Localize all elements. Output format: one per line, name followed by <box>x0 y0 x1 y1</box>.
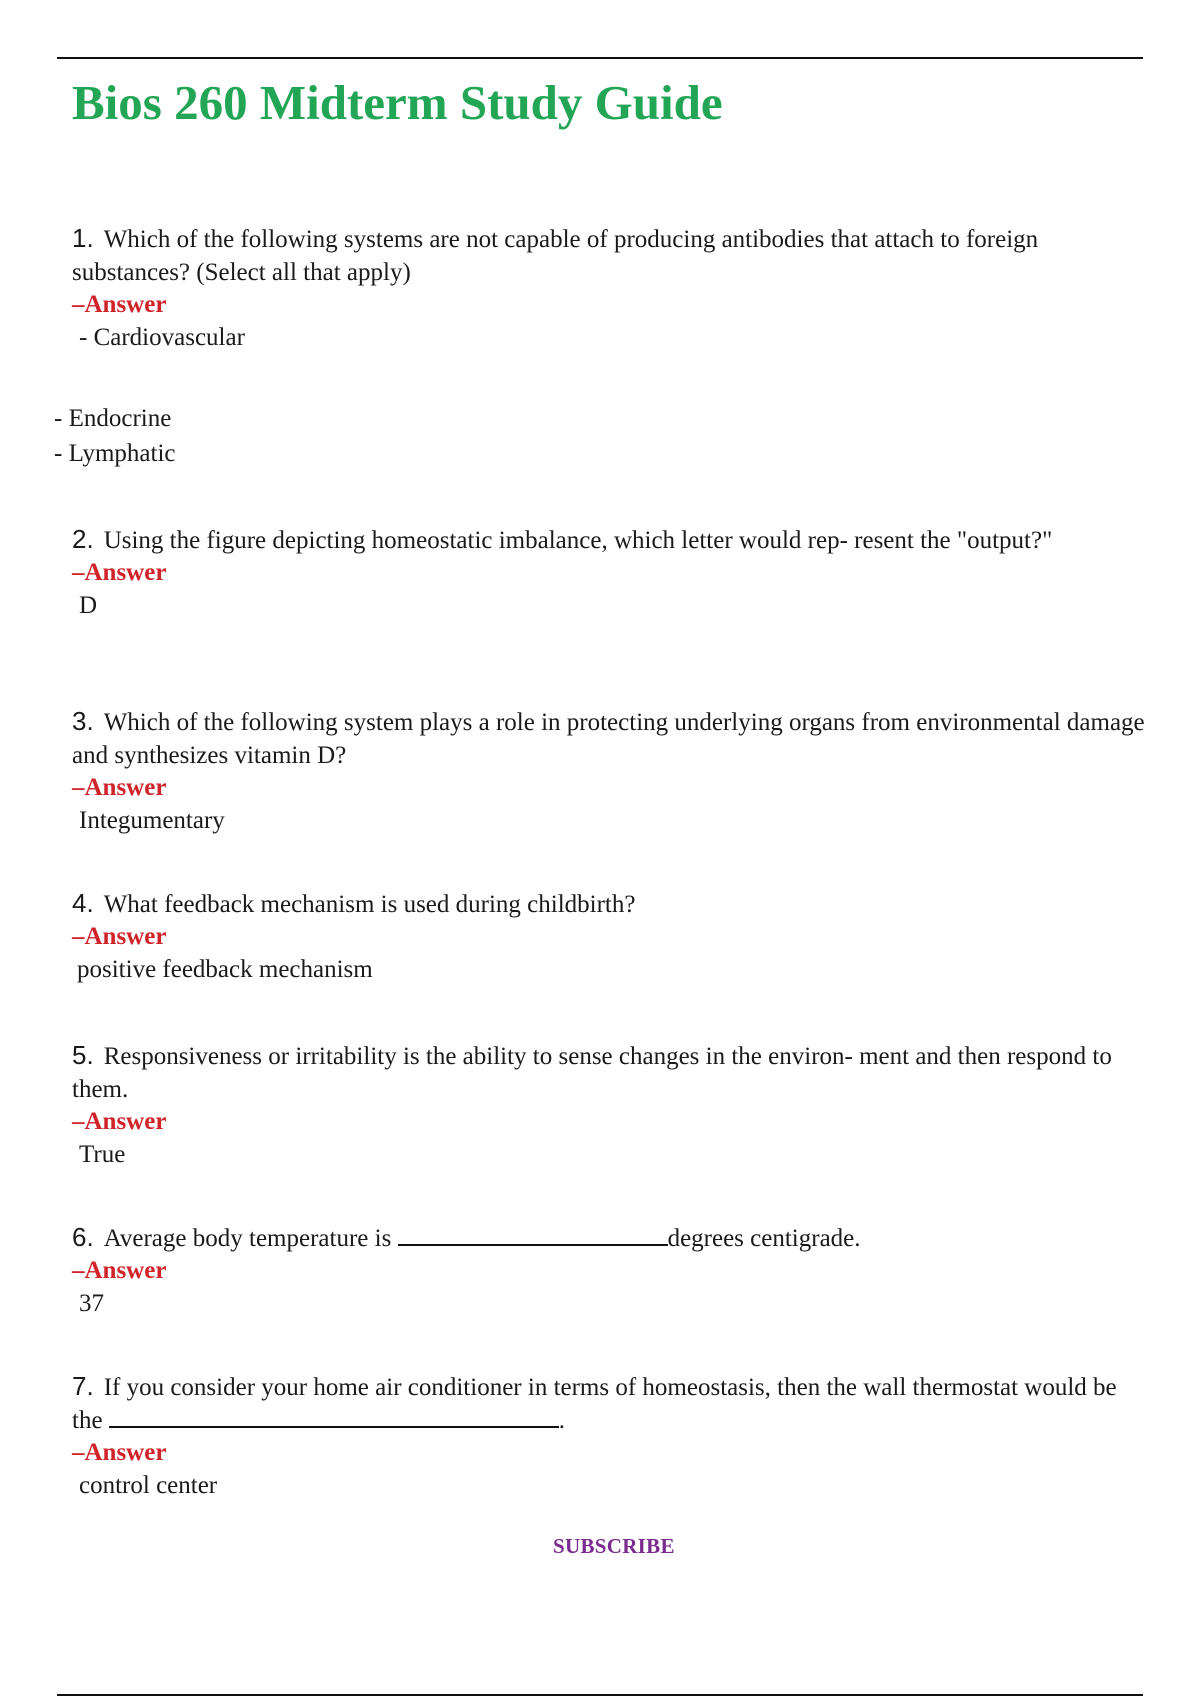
answer-label: –Answer <box>72 923 167 950</box>
question-2 <box>72 523 1147 622</box>
question-text: 5. Responsiveness or irritability is the ability to sense changes in the environ- ment and then respond to them. <box>72 1040 1112 1103</box>
answer-value: True <box>79 1141 126 1168</box>
question-text: 2. Using the figure depicting homeostatic imbalance, which letter would rep- resent the "output?" <box>72 524 1053 554</box>
subscribe-link[interactable]: SUBSCRIBE <box>553 1534 675 1558</box>
question-3 <box>72 705 1147 837</box>
answer-label: –Answer <box>72 1108 167 1135</box>
question-number: 2. <box>72 524 94 554</box>
answer-label: –Answer <box>72 559 167 586</box>
question-number: 7. <box>72 1371 94 1401</box>
bottom-rule <box>57 1694 1143 1696</box>
question-4 <box>72 887 1147 986</box>
question-number: 5. <box>72 1040 94 1070</box>
question-7 <box>72 1370 1147 1502</box>
top-rule <box>57 57 1143 59</box>
fill-in-blank <box>398 1224 668 1246</box>
answer-label: –Answer <box>72 291 167 318</box>
question-number: 3. <box>72 706 94 736</box>
question-1 <box>72 222 1147 354</box>
fill-in-blank <box>109 1406 559 1428</box>
question-text: 3. Which of the following system plays a role in protecting underlying organs from environmental damage and synthesizes vitamin D? <box>72 706 1145 769</box>
question-number: 4. <box>72 888 94 918</box>
document-title: Bios 260 Midterm Study Guide <box>72 75 723 130</box>
answer-value: D <box>79 592 98 619</box>
answer-value: positive feedback mechanism <box>77 956 373 983</box>
question-text: 4. What feedback mechanism is used during childbirth? <box>72 888 636 918</box>
question-number: 1. <box>72 223 94 253</box>
answer-value: Integumentary <box>79 807 225 834</box>
answer-extra-endocrine: - Endocrine <box>54 405 172 432</box>
question-text: 7. If you consider your home air conditioner in terms of homeostasis, then the wall thermostat would be the . <box>72 1371 1117 1434</box>
question-text: 6. Average body temperature is degrees centigrade. <box>72 1222 861 1252</box>
answer-value: - Cardiovascular <box>79 324 245 351</box>
question-6 <box>72 1221 1147 1320</box>
answer-label: –Answer <box>72 774 167 801</box>
question-text: 1. Which of the following systems are not capable of producing antibodies that attach to foreign substances? (Select all that apply) <box>72 223 1039 286</box>
question-5 <box>72 1039 1147 1171</box>
answer-value: 37 <box>79 1290 104 1317</box>
answer-label: –Answer <box>72 1439 167 1466</box>
question-number: 6. <box>72 1222 94 1252</box>
answer-value: control center <box>79 1472 218 1499</box>
answer-label: –Answer <box>72 1257 167 1284</box>
answer-extra-lymphatic: - Lymphatic <box>54 440 176 467</box>
